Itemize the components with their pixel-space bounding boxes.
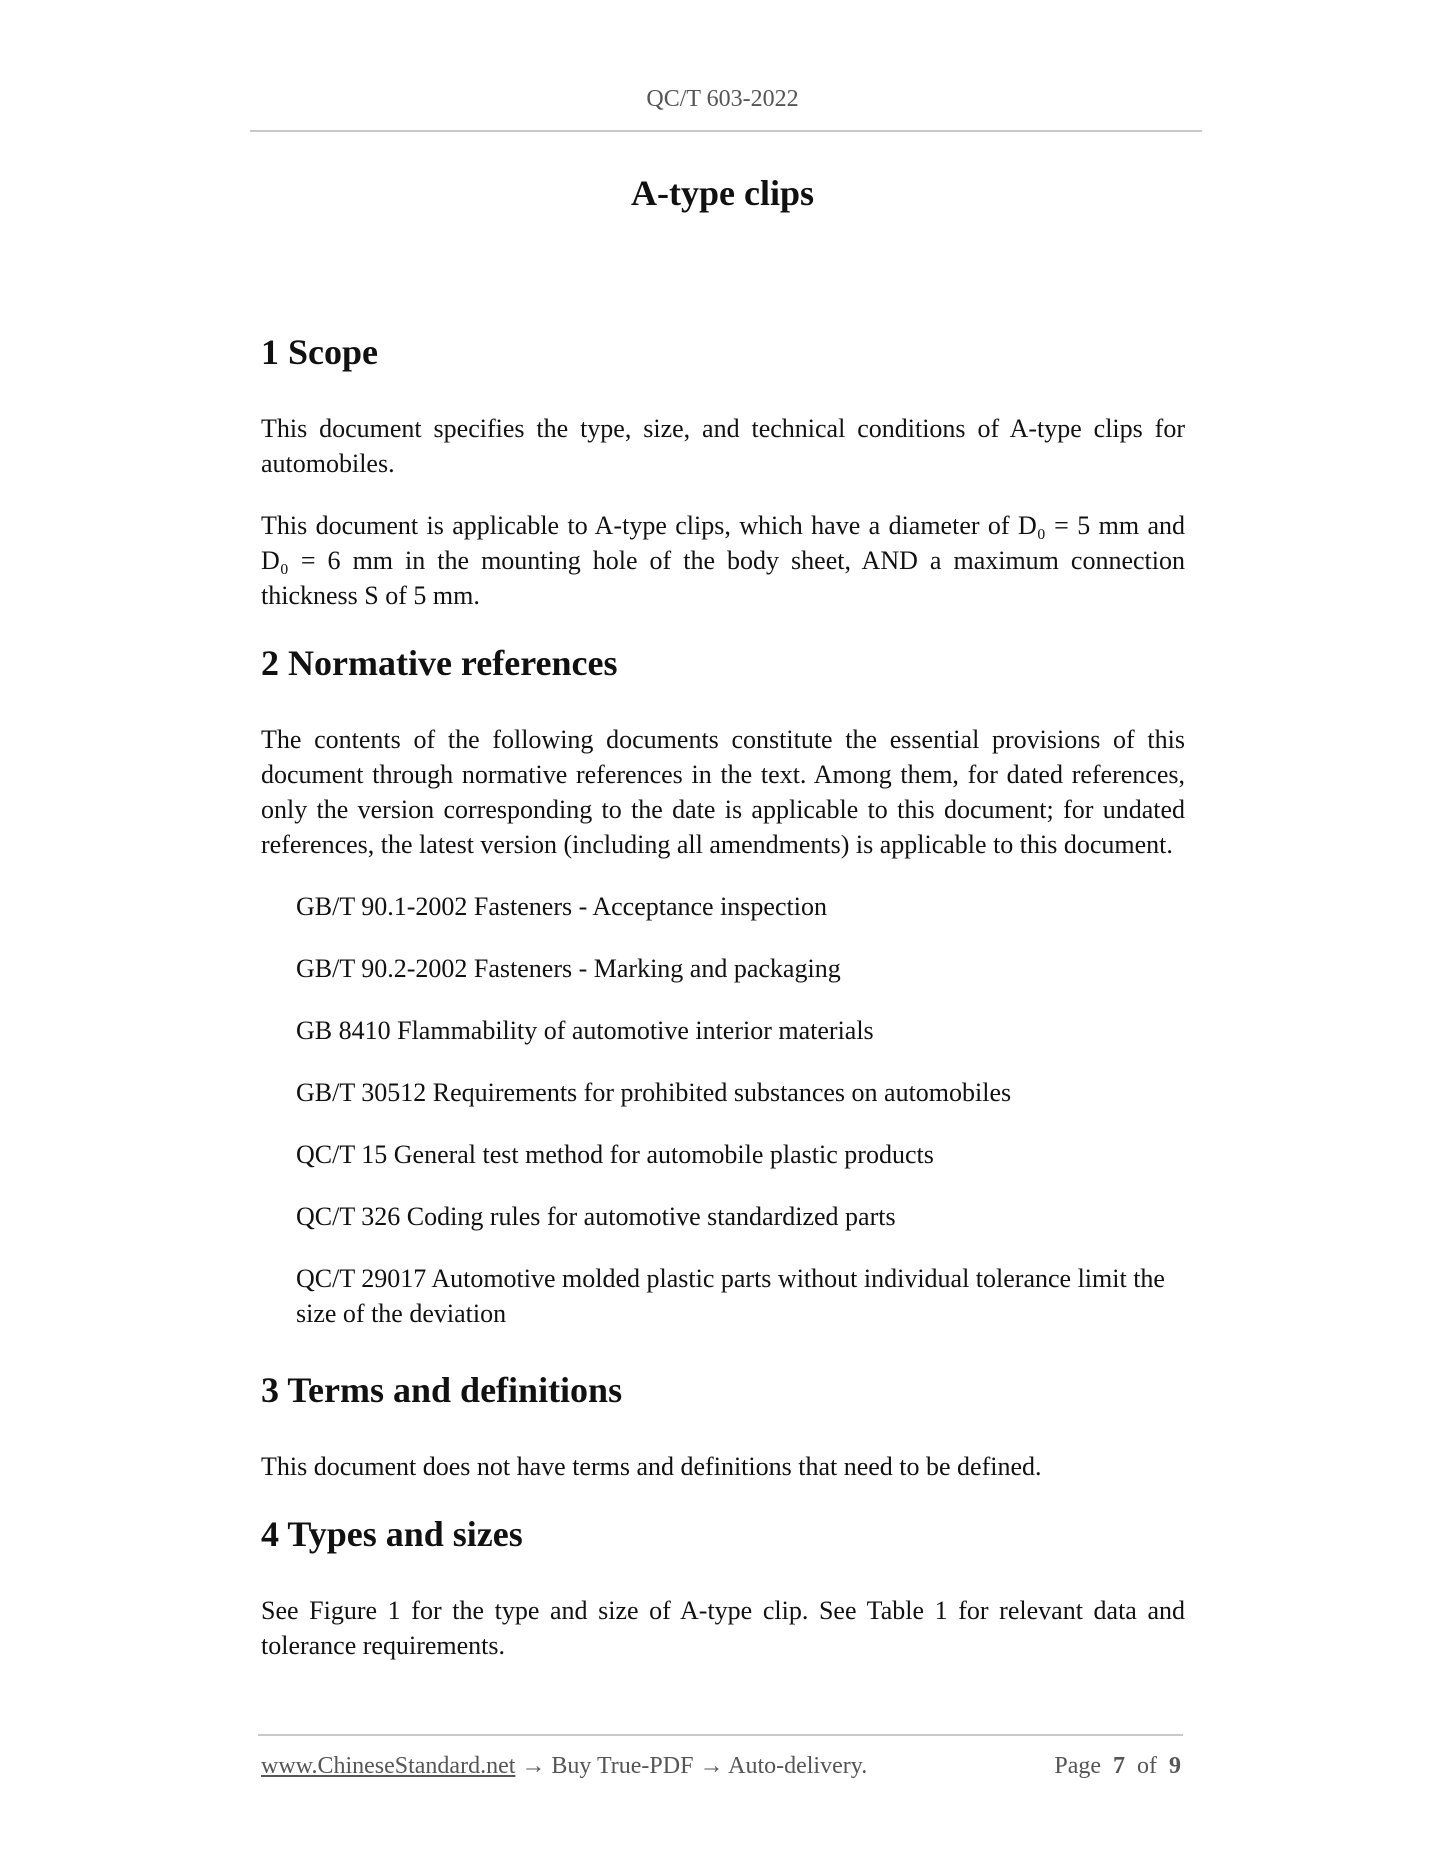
page-of-label: of xyxy=(1137,1753,1157,1779)
document-body xyxy=(261,330,1185,1691)
paragraph: The contents of the following documents constitute the essential provisions of this document through normative references in the text. Among them, for dated references, only the version corresponding to the date is applicable to this document; for undated references, the latest version (including all amendments) is applicable to this document. xyxy=(261,725,1185,859)
paragraph: This document is applicable to A-type clips, which have a diameter of D₀ = 5 mm and D₀ = 6 mm in the mounting hole of the body sheet, AND a maximum connection thickness S of 5 mm. xyxy=(261,511,1185,610)
reference-item: GB/T 90.2-2002 Fasteners - Marking and packaging xyxy=(296,954,841,983)
reference-item: QC/T 326 Coding rules for automotive standardized parts xyxy=(296,1202,896,1231)
reference-list xyxy=(261,889,1185,1331)
page-number xyxy=(1054,1753,1181,1780)
section-terms-definitions xyxy=(261,1368,1185,1484)
running-header: QC/T 603-2022 xyxy=(646,86,799,112)
reference-item: GB/T 90.1-2002 Fasteners - Acceptance inspection xyxy=(296,892,827,921)
section-heading-terms: 3 Terms and definitions xyxy=(261,1370,623,1410)
section-heading-normative-references: 2 Normative references xyxy=(261,643,618,683)
footer-divider xyxy=(258,1734,1183,1736)
section-types-sizes xyxy=(261,1512,1185,1663)
paragraph: This document specifies the type, size, and technical conditions of A-type clips for automobiles. xyxy=(261,414,1185,478)
reference-item: GB 8410 Flammability of automotive interior materials xyxy=(296,1016,874,1045)
reference-item: QC/T 15 General test method for automobile plastic products xyxy=(296,1140,934,1169)
paragraph: See Figure 1 for the type and size of A-type clip. See Table 1 for relevant data and tolerance requirements. xyxy=(261,1596,1185,1660)
page-total: 9 xyxy=(1169,1753,1181,1779)
website-link[interactable]: www.ChineseStandard.net xyxy=(261,1753,516,1779)
header-divider xyxy=(250,130,1202,132)
paragraph: This document does not have terms and definitions that need to be defined. xyxy=(261,1452,1042,1481)
footer-promo xyxy=(261,1753,867,1780)
page-label: Page xyxy=(1054,1753,1101,1779)
footer-promo-text: → Buy True-PDF → Auto-delivery. xyxy=(515,1753,868,1779)
reference-item: GB/T 30512 Requirements for prohibited substances on automobiles xyxy=(296,1078,1012,1107)
page-current: 7 xyxy=(1113,1753,1125,1779)
section-normative-references xyxy=(261,641,1185,1331)
section-heading-scope: 1 Scope xyxy=(261,332,378,372)
document-title: A-type clips xyxy=(631,173,814,213)
section-scope xyxy=(261,330,1185,613)
section-heading-types: 4 Types and sizes xyxy=(261,1514,523,1554)
reference-item: QC/T 29017 Automotive molded plastic parts without individual tolerance limit the size of the deviation xyxy=(296,1264,1165,1328)
